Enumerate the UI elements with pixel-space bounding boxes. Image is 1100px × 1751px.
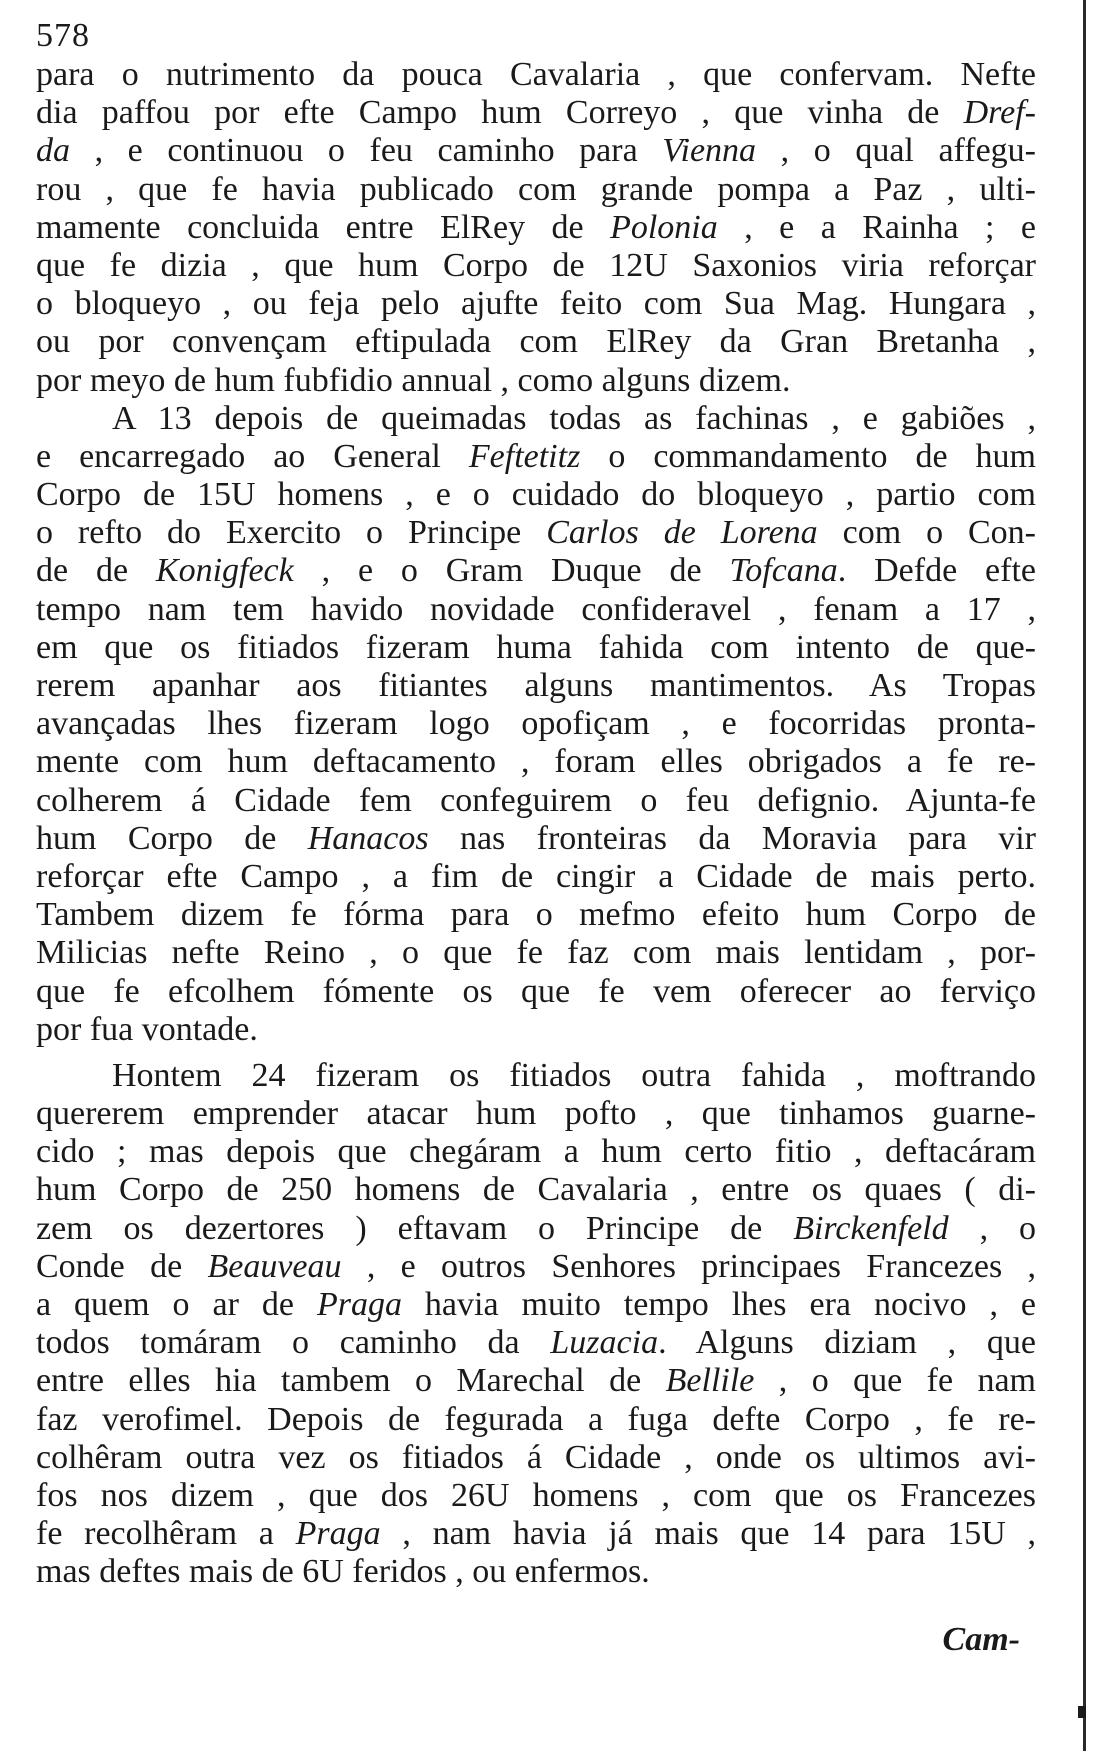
text-line: o bloqueyo , ou feja pelo ajufte feito com Sua Mag. Hungara , [36,285,1036,323]
text-line: Milicias nefte Reino , o que fe faz com mais lentidam , por- [36,934,1036,972]
text-line: de de Konigfeck , e o Gram Duque de Tofcana. Defde efte [36,552,1036,590]
binding-edge [1083,0,1086,1751]
text-line: rou , que fe havia publicado com grande pompa a Paz , ulti- [36,170,1036,208]
page-number: 578 [36,17,90,54]
text-line: mamente concluida entre ElRey de Polonia , e a Rainha ; e [36,208,1036,246]
text-line: e encarregado ao General Feftetitz o commandamento de hum [36,437,1037,475]
text-line: Tambem dizem fe fórma para o mefmo efeito hum Corpo de [36,896,1036,934]
text-line: colherem á Cidade fem confeguirem o feu defignio. Ajunta-fe [36,781,1036,819]
text-line: colhêram outra vez os fitiados á Cidade , onde os ultimos avi- [36,1438,1036,1476]
text-line: que fe dizia , que hum Corpo de 12U Saxonios viria reforçar [36,246,1036,284]
text-line: da , e continuou o feu caminho para Vienna , o qual affegu- [36,132,1036,170]
text-line: Corpo de 15U homens , e o cuidado do bloqueyo , partio com [36,476,1036,514]
text-line: reforçar efte Campo , a fim de cingir a Cidade de mais perto. [36,857,1036,895]
paragraph-2 [36,400,1036,1049]
text-line: rerem apanhar aos fitiantes alguns mantimentos. As Tropas [36,667,1036,704]
catchword: Cam- [942,1621,1020,1658]
text-line: em que os fitiados fizeram huma fahida com intento de que- [36,628,1036,666]
text-line: por meyo de hum fubfidio annual , como alguns dizem. [36,361,791,399]
text-line: para o nutrimento da pouca Cavalaria , que confervam. Nefte [36,56,1036,93]
text-line: ou por convençam eftipulada com ElRey da Gran Bretanha , [36,323,1036,361]
text-line: hum Corpo de 250 homens de Cavalaria , entre os quaes ( di- [36,1171,1036,1209]
paragraph-3 [36,1057,1036,1592]
text-line: por fua vontade. [36,1010,258,1048]
text-line: avançadas lhes fizeram logo opofiçam , e focorridas pronta- [36,705,1036,743]
text-line: mente com hum deftacamento , foram elles obrigados a fe re- [36,743,1036,781]
text-line: entre elles hia tambem o Marechal de Bellile , o que fe nam [36,1362,1036,1400]
paragraph-gap [36,1049,1036,1057]
text-line: que fe efcolhem fómente os que fe vem oferecer ao ferviço [36,972,1036,1010]
text-line: mas deftes mais de 6U feridos , ou enfermos. [36,1553,650,1591]
text-line: hum Corpo de Hanacos nas fronteiras da Moravia para vir [36,819,1036,857]
text-line: quererem emprender atacar hum pofto , que tinhamos guarne- [36,1095,1036,1133]
text-line: fos nos dizem , que dos 26U homens , com que os Francezes [36,1476,1036,1514]
text-line: todos tomáram o caminho da Luzacia. Alguns diziam , que [36,1324,1037,1362]
text-line: dia paffou por efte Campo hum Correyo , que vinha de Dref- [36,94,1036,132]
paragraph-1 [36,56,1036,400]
text-line: fe recolhêram a Praga , nam havia já mais que 14 para 15U , [36,1515,1036,1553]
text-line: o refto do Exercito o Principe Carlos de Lorena com o Con- [36,514,1036,552]
text-line: cido ; mas depois que chegáram a hum certo fitio , deftacáram [36,1133,1036,1171]
text-line: faz verofimel. Depois de fegurada a fuga defte Corpo , fe re- [36,1400,1036,1438]
edge-mark [1078,1706,1086,1718]
text-line: Hontem 24 fizeram os fitiados outra fahida , moftrando [112,1056,1036,1094]
text-line: A 13 depois de queimadas todas as fachinas , e gabiões , [112,399,1036,437]
text-line: tempo nam tem havido novidade confideravel , fenam a 17 , [36,590,1036,628]
text-line: zem os dezertores ) eftavam o Principe de Birckenfeld , o [36,1209,1036,1247]
text-line: Conde de Beauveau , e outros Senhores principaes Francezes , [36,1247,1037,1285]
body-text [36,56,1036,1592]
text-line: a quem o ar de Praga havia muito tempo lhes era nocivo , e [36,1286,1036,1323]
